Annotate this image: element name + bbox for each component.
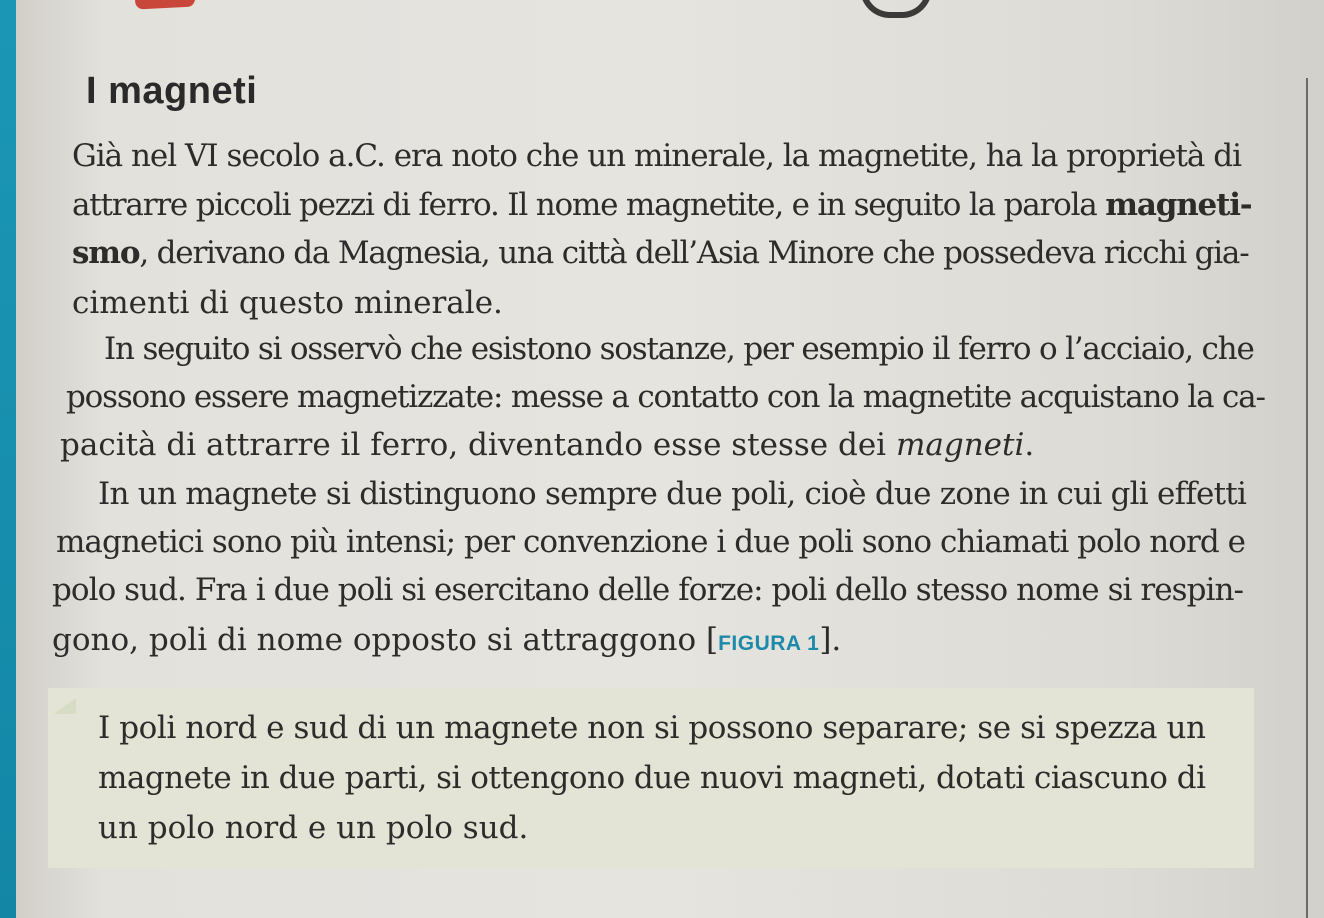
text-segment: ]. (819, 622, 842, 658)
text-segment: polo sud. Fra i due poli si esercitano delle forze: poli dello stesso nome si respin- (52, 572, 1244, 608)
paragraph-3-line (98, 474, 1246, 514)
paragraph-2-line (60, 425, 1034, 465)
callout-line (98, 808, 528, 848)
paragraph-1-line (72, 283, 503, 323)
paragraph-1-line (72, 233, 1249, 273)
paragraph-2-line (66, 377, 1265, 417)
text-segment: pacità di attrarre il ferro, diventando esse stesse dei (60, 427, 896, 463)
bold-term: smo (72, 235, 140, 271)
figure-reference-link[interactable]: FIGURA 1 (718, 632, 820, 655)
paragraph-1-line (72, 136, 1241, 176)
text-segment: Già nel VI secolo a.C. era noto che un minerale, la magnetite, ha la proprietà di (72, 138, 1241, 174)
text-segment: I poli nord e sud di un magnete non si possono separare; se si spezza un (98, 710, 1206, 746)
callout-line (98, 708, 1206, 748)
text-segment: , derivano da Magnesia, una città dell’Asia Minore che possedeva ricchi gia- (139, 235, 1249, 271)
top-decoration (135, 0, 196, 10)
paragraph-2-line (104, 329, 1254, 369)
section-heading: I magneti (86, 70, 258, 112)
margin-rule (1306, 78, 1308, 918)
text-segment: possono essere magnetizzate: messe a contatto con la magnetite acquistano la ca- (66, 379, 1265, 415)
bold-term: magneti- (1105, 187, 1252, 223)
callout-line (98, 758, 1205, 798)
text-segment: attrarre piccoli pezzi di ferro. Il nome magnetite, e in seguito la parola (72, 187, 1106, 223)
text-segment: magnete in due parti, si ottengono due nuovi magneti, dotati ciascuno di (98, 760, 1206, 796)
text-segment: In seguito si osservò che esistono sostanze, per esempio il ferro o l’acciaio, che (104, 331, 1254, 367)
text-segment: magnetici sono più intensi; per convenzione i due poli sono chiamati polo nord e (56, 524, 1246, 560)
callout-corner-marker (54, 698, 76, 714)
paragraph-3-line (56, 522, 1245, 562)
paragraph-3-line (52, 570, 1243, 610)
text-segment: un polo nord e un polo sud. (98, 810, 529, 846)
page-edge-band (0, 0, 16, 918)
paragraph-1-line (72, 185, 1251, 225)
text-segment: In un magnete si distinguono sempre due poli, cioè due zone in cui gli effetti (98, 476, 1247, 512)
top-decoration-curve (860, 0, 932, 18)
text-segment: . (1024, 427, 1035, 463)
text-segment: gono, poli di nome opposto si attraggono [ (52, 622, 719, 658)
text-segment: cimenti di questo minerale. (72, 285, 503, 321)
paragraph-3-line (52, 620, 841, 664)
italic-term: magneti (895, 427, 1025, 463)
